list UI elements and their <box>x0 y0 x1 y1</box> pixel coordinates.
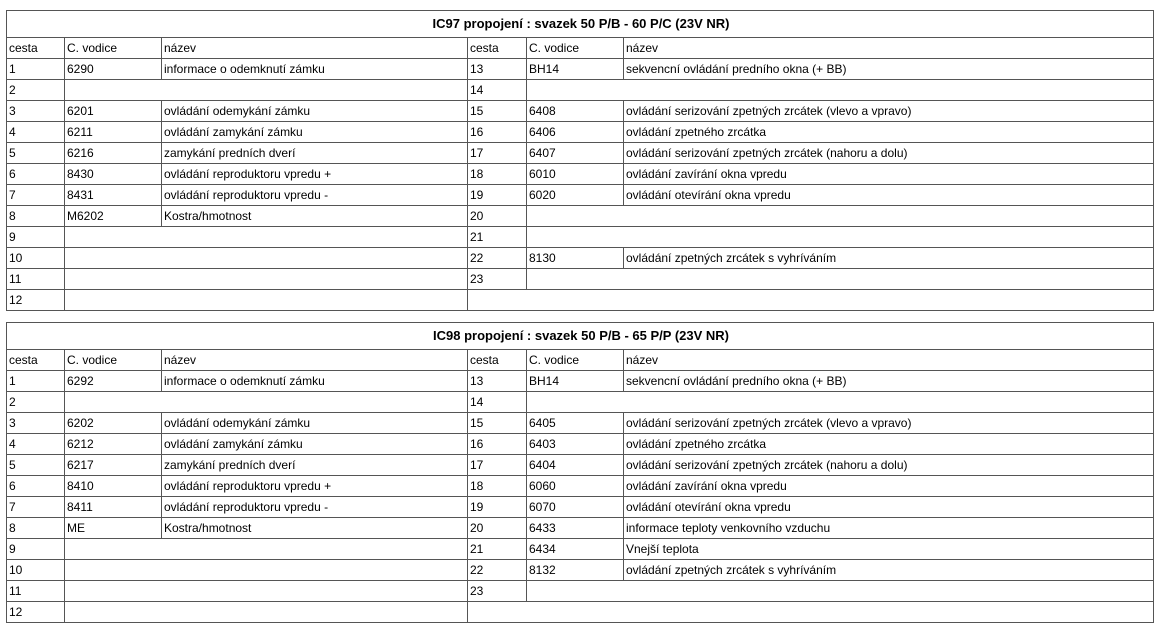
table-row <box>7 434 1154 455</box>
cell-cesta: 6 <box>7 164 65 185</box>
cell-cesta: 2 <box>7 80 65 101</box>
cell-nazev: Kostra/hmotnost <box>162 518 468 539</box>
cell-cesta: 3 <box>7 101 65 122</box>
cell-nazev: ovládání zavírání okna vpredu <box>624 476 1154 497</box>
cell-cesta: 23 <box>468 269 527 290</box>
cell-vodice: 8430 <box>65 164 162 185</box>
cell-vodice: 6433 <box>527 518 624 539</box>
cell-nazev: ovládání reproduktoru vpredu + <box>162 476 468 497</box>
header-nazev: název <box>624 38 1154 59</box>
cell-empty <box>527 581 1154 602</box>
cell-empty <box>65 80 468 101</box>
cell-vodice: 6406 <box>527 122 624 143</box>
table-row <box>7 101 1154 122</box>
cell-nazev: ovládání reproduktoru vpredu + <box>162 164 468 185</box>
cell-cesta: 2 <box>7 392 65 413</box>
cell-nazev: Vnejší teplota <box>624 539 1154 560</box>
cell-vodice: 6060 <box>527 476 624 497</box>
cell-nazev: ovládání zavírání okna vpredu <box>624 164 1154 185</box>
cell-vodice: BH14 <box>527 371 624 392</box>
cell-cesta: 18 <box>468 476 527 497</box>
header-nazev: název <box>624 350 1154 371</box>
cell-cesta: 16 <box>468 122 527 143</box>
header-vodice: C. vodice <box>65 350 162 371</box>
cell-vodice: 6010 <box>527 164 624 185</box>
header-cesta: cesta <box>468 38 527 59</box>
cell-cesta: 5 <box>7 455 65 476</box>
header-nazev: název <box>162 350 468 371</box>
cell-empty <box>65 290 468 311</box>
cell-vodice: 6434 <box>527 539 624 560</box>
cell-cesta: 5 <box>7 143 65 164</box>
cell-nazev: ovládání zamykání zámku <box>162 122 468 143</box>
cell-cesta: 8 <box>7 518 65 539</box>
table-row <box>7 602 1154 623</box>
table-row <box>7 476 1154 497</box>
cell-empty <box>65 560 468 581</box>
cell-cesta: 6 <box>7 476 65 497</box>
cell-cesta: 13 <box>468 371 527 392</box>
cell-empty <box>65 269 468 290</box>
cell-cesta: 14 <box>468 392 527 413</box>
cell-cesta: 10 <box>7 248 65 269</box>
cell-cesta: 16 <box>468 434 527 455</box>
table-row <box>7 143 1154 164</box>
cell-vodice: 8410 <box>65 476 162 497</box>
cell-nazev: ovládání zpetných zrcátek s vyhríváním <box>624 248 1154 269</box>
cell-nazev: Kostra/hmotnost <box>162 206 468 227</box>
cell-cesta: 7 <box>7 497 65 518</box>
cell-nazev: ovládání odemykání zámku <box>162 101 468 122</box>
cell-nazev: ovládání serizování zpetných zrcátek (nahoru a dolu) <box>624 143 1154 164</box>
cell-cesta: 11 <box>7 269 65 290</box>
cell-vodice: 6020 <box>527 185 624 206</box>
table-title: IC98 propojení : svazek 50 P/B - 65 P/P (23V NR) <box>7 323 1154 350</box>
cell-cesta: 10 <box>7 560 65 581</box>
table-row <box>7 248 1154 269</box>
cell-vodice: 8431 <box>65 185 162 206</box>
cell-cesta: 19 <box>468 185 527 206</box>
cell-cesta: 15 <box>468 413 527 434</box>
cell-empty <box>527 269 1154 290</box>
header-vodice: C. vodice <box>527 38 624 59</box>
cell-cesta: 21 <box>468 227 527 248</box>
table-row <box>7 581 1154 602</box>
header-cesta: cesta <box>468 350 527 371</box>
cell-cesta: 23 <box>468 581 527 602</box>
header-vodice: C. vodice <box>527 350 624 371</box>
cell-cesta: 9 <box>7 227 65 248</box>
cell-vodice: 6290 <box>65 59 162 80</box>
cell-nazev: zamykání predních dverí <box>162 143 468 164</box>
cell-empty <box>527 392 1154 413</box>
table-row <box>7 122 1154 143</box>
cell-cesta: 12 <box>7 290 65 311</box>
cell-vodice: 6217 <box>65 455 162 476</box>
cell-empty <box>65 248 468 269</box>
cell-vodice: 6211 <box>65 122 162 143</box>
cell-cesta: 17 <box>468 143 527 164</box>
header-cesta: cesta <box>7 350 65 371</box>
header-nazev: název <box>162 38 468 59</box>
cell-vodice: 6070 <box>527 497 624 518</box>
title-row <box>7 323 1154 350</box>
cell-nazev: ovládání zpetných zrcátek s vyhríváním <box>624 560 1154 581</box>
cell-vodice: 6407 <box>527 143 624 164</box>
table-row <box>7 413 1154 434</box>
table-title: IC97 propojení : svazek 50 P/B - 60 P/C (23V NR) <box>7 11 1154 38</box>
cell-vodice: 8130 <box>527 248 624 269</box>
table-row <box>7 206 1154 227</box>
cell-nazev: informace o odemknutí zámku <box>162 59 468 80</box>
cell-nazev: zamykání predních dverí <box>162 455 468 476</box>
table-row <box>7 269 1154 290</box>
table-row <box>7 227 1154 248</box>
table-row <box>7 497 1154 518</box>
cell-nazev: ovládání reproduktoru vpredu - <box>162 497 468 518</box>
cell-vodice: BH14 <box>527 59 624 80</box>
cell-empty <box>65 227 468 248</box>
cell-vodice: 8411 <box>65 497 162 518</box>
cell-empty <box>65 539 468 560</box>
cell-nazev: ovládání serizování zpetných zrcátek (vlevo a vpravo) <box>624 413 1154 434</box>
cell-vodice: 6405 <box>527 413 624 434</box>
cell-cesta: 12 <box>7 602 65 623</box>
cell-vodice: ME <box>65 518 162 539</box>
cell-empty <box>527 227 1154 248</box>
cell-cesta: 3 <box>7 413 65 434</box>
title-row <box>7 11 1154 38</box>
table-row <box>7 371 1154 392</box>
cell-cesta: 13 <box>468 59 527 80</box>
cell-cesta: 11 <box>7 581 65 602</box>
cell-cesta: 18 <box>468 164 527 185</box>
cell-nazev: ovládání zamykání zámku <box>162 434 468 455</box>
cell-nazev: ovládání otevírání okna vpredu <box>624 185 1154 206</box>
cell-cesta: 19 <box>468 497 527 518</box>
table-row <box>7 80 1154 101</box>
ic98-table <box>6 322 1154 623</box>
cell-cesta: 20 <box>468 518 527 539</box>
cell-vodice: 6404 <box>527 455 624 476</box>
cell-empty <box>468 290 1154 311</box>
cell-nazev: ovládání otevírání okna vpredu <box>624 497 1154 518</box>
cell-cesta: 1 <box>7 371 65 392</box>
cell-cesta: 21 <box>468 539 527 560</box>
cell-empty <box>65 602 468 623</box>
header-cesta: cesta <box>7 38 65 59</box>
cell-cesta: 17 <box>468 455 527 476</box>
header-row <box>7 350 1154 371</box>
cell-cesta: 9 <box>7 539 65 560</box>
cell-nazev: informace o odemknutí zámku <box>162 371 468 392</box>
header-row <box>7 38 1154 59</box>
cell-nazev: ovládání odemykání zámku <box>162 413 468 434</box>
cell-vodice: M6202 <box>65 206 162 227</box>
cell-nazev: ovládání zpetného zrcátka <box>624 434 1154 455</box>
table-row <box>7 185 1154 206</box>
table-row <box>7 59 1154 80</box>
cell-vodice: 6216 <box>65 143 162 164</box>
cell-empty <box>65 581 468 602</box>
cell-vodice: 6292 <box>65 371 162 392</box>
cell-nazev: sekvencní ovládání predního okna (+ BB) <box>624 371 1154 392</box>
table-row <box>7 164 1154 185</box>
table-row <box>7 539 1154 560</box>
cell-empty <box>527 206 1154 227</box>
cell-vodice: 6202 <box>65 413 162 434</box>
cell-cesta: 20 <box>468 206 527 227</box>
cell-vodice: 6403 <box>527 434 624 455</box>
cell-empty <box>468 602 1154 623</box>
cell-cesta: 1 <box>7 59 65 80</box>
table-row <box>7 518 1154 539</box>
cell-nazev: ovládání reproduktoru vpredu - <box>162 185 468 206</box>
cell-cesta: 15 <box>468 101 527 122</box>
cell-cesta: 22 <box>468 560 527 581</box>
header-vodice: C. vodice <box>65 38 162 59</box>
table-row <box>7 290 1154 311</box>
cell-cesta: 8 <box>7 206 65 227</box>
ic97-table <box>6 10 1154 311</box>
cell-nazev: ovládání serizování zpetných zrcátek (nahoru a dolu) <box>624 455 1154 476</box>
table-row <box>7 560 1154 581</box>
cell-vodice: 6408 <box>527 101 624 122</box>
table-row <box>7 455 1154 476</box>
cell-cesta: 22 <box>468 248 527 269</box>
cell-cesta: 7 <box>7 185 65 206</box>
table-row <box>7 392 1154 413</box>
cell-nazev: ovládání zpetného zrcátka <box>624 122 1154 143</box>
cell-nazev: sekvencní ovládání predního okna (+ BB) <box>624 59 1154 80</box>
cell-nazev: ovládání serizování zpetných zrcátek (vlevo a vpravo) <box>624 101 1154 122</box>
cell-vodice: 6212 <box>65 434 162 455</box>
cell-cesta: 14 <box>468 80 527 101</box>
cell-nazev: informace teploty venkovního vzduchu <box>624 518 1154 539</box>
cell-vodice: 6201 <box>65 101 162 122</box>
cell-empty <box>65 392 468 413</box>
cell-cesta: 4 <box>7 122 65 143</box>
cell-vodice: 8132 <box>527 560 624 581</box>
cell-empty <box>527 80 1154 101</box>
cell-cesta: 4 <box>7 434 65 455</box>
